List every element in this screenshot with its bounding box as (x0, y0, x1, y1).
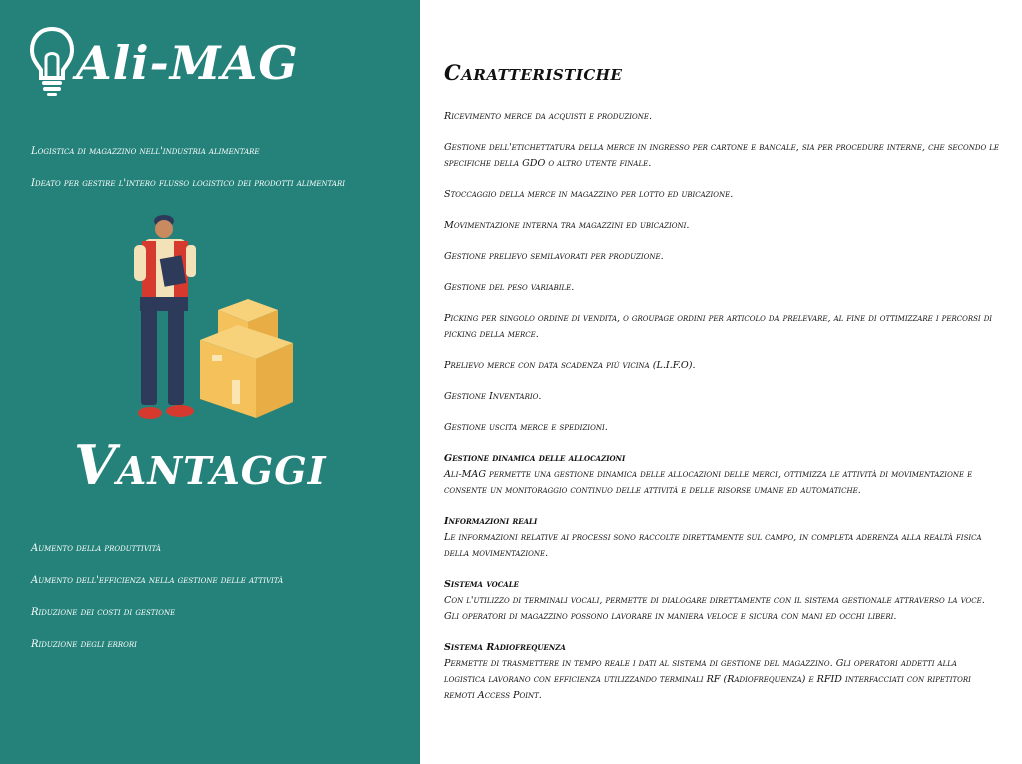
advantage-item: Riduzione dei costi di gestione (31, 607, 176, 618)
features-list (444, 109, 999, 719)
feature-item (444, 514, 999, 562)
features-heading: Caratteristiche (444, 60, 623, 85)
warehouse-worker-illustration (128, 205, 308, 430)
feature-text: Gestione dell'etichettatura della merce in ingresso per cartone e bancale, sia per procedure interne, che secondo le specifiche della GDO o altro utente finale. (444, 142, 999, 169)
feature-text: Gestione del peso variabile. (444, 282, 575, 293)
feature-text: Prelievo merce con data scadenza più vicina (L.I.F.O). (444, 360, 696, 371)
feature-item (444, 420, 999, 436)
feature-item (444, 187, 999, 203)
feature-item (444, 109, 999, 125)
boxes-icon (200, 299, 293, 418)
feature-title: Sistema Radiofrequenza (444, 642, 566, 653)
advantage-item: Aumento dell'efficienza nella gestione delle attività (31, 575, 284, 586)
feature-text: Gestione prelievo semilavorati per produzione. (444, 251, 664, 262)
tagline-1: Logistica di magazzino nell'industria alimentare (31, 146, 260, 157)
section-title-vantaggi: Vantaggi (74, 433, 327, 497)
feature-text: Con l'utilizzo di terminali vocali, permette di dialogare direttamente con il sistema gestionale attraverso la voce. Gli operatori di magazzino possono lavorare in maniera veloce e sicura con mani ed occhi liberi. (444, 595, 985, 622)
feature-text: Stoccaggio della merce in magazzino per lotto ed ubicazione. (444, 189, 734, 200)
feature-text: Movimentazione interna tra magazzini ed ubicazioni. (444, 220, 690, 231)
feature-text: Picking per singolo ordine di vendita, o groupage ordini per articolo da prelevare, al fine di ottimizzare i percorsi di picking della merce. (444, 313, 993, 340)
feature-item (444, 280, 999, 296)
feature-item (444, 389, 999, 405)
feature-title: Gestione dinamica delle allocazioni (444, 453, 626, 464)
feature-item (444, 451, 999, 499)
feature-text: Ricevimento merce da acquisti e produzione. (444, 111, 653, 122)
advantage-item: Aumento della produttività (31, 543, 161, 554)
feature-title: Sistema vocale (444, 579, 519, 590)
right-panel (420, 0, 1022, 764)
left-panel (0, 0, 420, 764)
feature-text: Le informazioni relative ai processi sono raccolte direttamente sul campo, in completa aderenza alla realtà fisica della movimentazione. (444, 532, 982, 559)
feature-text: Gestione Inventario. (444, 391, 542, 402)
feature-item (444, 358, 999, 374)
feature-item (444, 218, 999, 234)
feature-item (444, 577, 999, 625)
feature-title: Informazioni reali (444, 516, 538, 527)
brand-name: Ali-MAG (76, 36, 299, 90)
feature-text: Ali-MAG permette una gestione dinamica delle allocazioni delle merci, ottimizza le attività di movimentazione e consente un monitoraggio continuo delle attività e delle risorse umane ed automatiche. (444, 469, 973, 496)
feature-text: Gestione uscita merce e spedizioni. (444, 422, 608, 433)
feature-item (444, 640, 999, 704)
tagline-2: Ideato per gestire l'intero flusso logistico dei prodotti alimentari (31, 178, 345, 189)
lightbulb-icon (28, 26, 76, 98)
feature-item (444, 140, 999, 172)
feature-text: Permette di trasmettere in tempo reale i dati al sistema di gestione del magazzino. Gli operatori addetti alla logistica lavorano con efficienza utilizzando terminali RF (Radiofrequenza) e RFID interfacciati con ripetitori remoti Access Point. (444, 658, 971, 701)
feature-item (444, 311, 999, 343)
advantage-item: Riduzione degli errori (31, 639, 137, 650)
feature-item (444, 249, 999, 265)
worker-figure (134, 215, 196, 419)
